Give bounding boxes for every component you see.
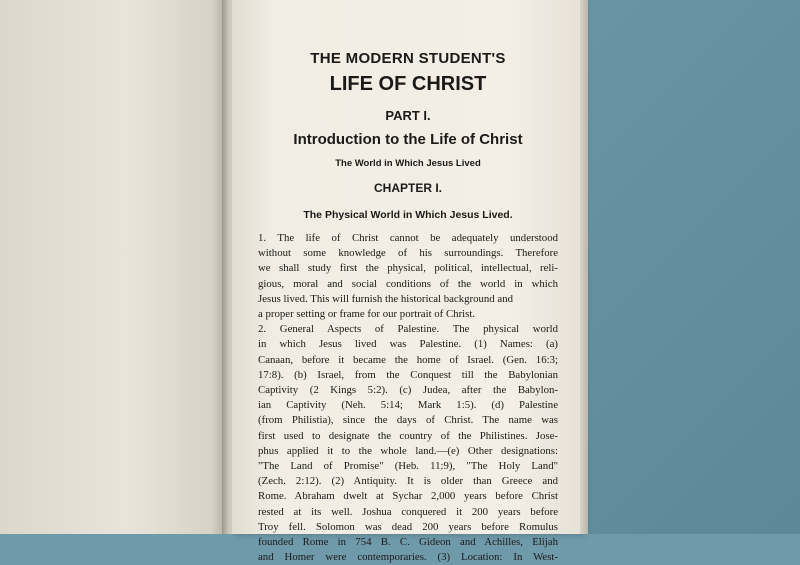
text-line: Canaan, before it became the home of Israel. (Gen. 16:3; xyxy=(258,353,558,366)
chapter-title: The Physical World in Which Jesus Lived. xyxy=(303,209,513,221)
text-line: Troy fell. Solomon was dead 200 years before Romulus xyxy=(258,520,558,533)
text-line: ian Captivity (Neh. 5:14; Mark 1:5). (d) Palestine xyxy=(258,399,558,412)
body-text xyxy=(258,231,558,565)
text-line: first used to designate the country of the Philistines. Jose- xyxy=(258,429,558,442)
text-line: (from Philistia), since the days of Christ. The name was xyxy=(258,414,558,427)
text-line: phus applied it to the whole land.—(e) Other designations: xyxy=(258,444,558,457)
text-line: 17:8). (b) Israel, from the Conquest till the Babylonian xyxy=(258,368,558,381)
chapter-label: CHAPTER I. xyxy=(373,181,442,195)
part-title: Introduction to the Life of Christ xyxy=(293,131,523,148)
page-edge xyxy=(580,0,588,534)
left-page xyxy=(0,0,230,534)
series-title: THE MODERN STUDENT'S xyxy=(310,50,506,67)
text-line: without some knowledge of his surroundings. Therefore xyxy=(258,247,558,260)
text-line: founded Rome in 754 B. C. Gideon and Achilles, Elijah xyxy=(258,536,558,549)
text-line: a proper setting or frame for our portrait of Christ. xyxy=(258,308,476,321)
text-line: 1. The life of Christ cannot be adequately understood xyxy=(258,232,558,244)
text-line: in which Jesus lived was Palestine. (1) Names: (a) xyxy=(258,338,558,351)
part-subtitle: The World in Which Jesus Lived xyxy=(335,158,481,169)
page-text-block xyxy=(258,50,558,565)
text-line: and Homer were contemporaries. (3) Location: In West- xyxy=(258,551,558,564)
text-line: Captivity (2 Kings 5:2). (c) Judea, after the Babylon- xyxy=(258,384,558,397)
book-title: LIFE OF CHRIST xyxy=(329,73,487,95)
text-line: Rome. Abraham dwelt at Sychar 2,000 years before Christ xyxy=(258,490,558,503)
text-line: (Zech. 2:12). (2) Antiquity. It is older than Greece and xyxy=(258,475,558,488)
text-line: we shall study first the physical, political, intellectual, reli- xyxy=(258,262,558,275)
text-line: Jesus lived. This will furnish the historical background and xyxy=(258,292,513,305)
part-label: PART I. xyxy=(385,108,431,123)
text-line: gious, moral and social conditions of the world in which xyxy=(258,277,558,290)
text-line: 2. General Aspects of Palestine. The physical world xyxy=(258,323,558,336)
text-line: "The Land of Promise" (Heb. 11:9), "The Holy Land" xyxy=(258,460,558,473)
text-line: rested at its well. Joshua conquered it 200 years before xyxy=(258,505,558,518)
